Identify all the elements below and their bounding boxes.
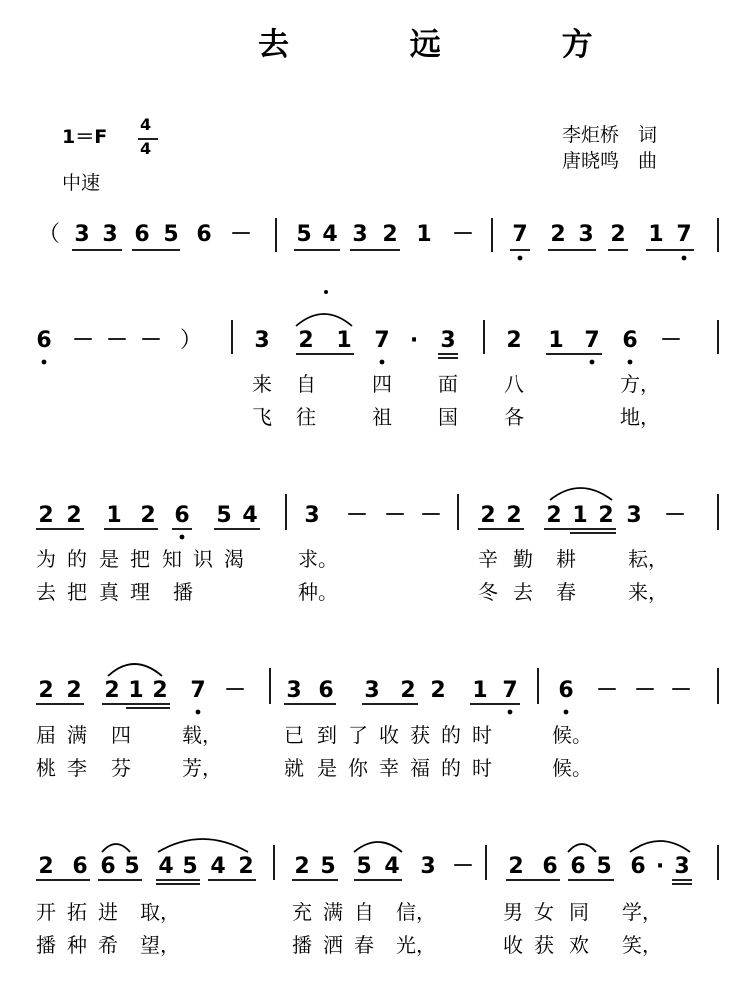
lyric-verse1: 的 xyxy=(67,547,87,571)
note: 2 xyxy=(104,678,120,703)
lyric-verse2: 把 xyxy=(67,580,87,604)
lyric-verse2: 去 xyxy=(36,580,56,604)
low-octave-dot xyxy=(590,360,595,365)
lyric-verse2: 候。 xyxy=(552,756,592,780)
lyric-verse2: 地， xyxy=(620,405,660,429)
low-octave-dot xyxy=(518,256,523,261)
note: 4 xyxy=(242,503,258,528)
note: 2 xyxy=(506,503,522,528)
note: 6 xyxy=(36,328,52,353)
lyric-verse1: 学， xyxy=(622,900,662,924)
note: 1 xyxy=(648,222,664,247)
lyric-verse1: 满 xyxy=(323,900,343,924)
lyric-verse1: 四 xyxy=(372,372,392,396)
note: － xyxy=(664,503,687,528)
note: － xyxy=(596,678,619,703)
lyric-verse2: 播 xyxy=(36,933,56,957)
note: 3 xyxy=(74,222,90,247)
note: 2 xyxy=(480,503,496,528)
lyric-verse1: 面 xyxy=(438,372,458,396)
lyric-verse1: 来 xyxy=(252,372,272,396)
slur xyxy=(568,844,596,852)
note: 7 xyxy=(190,678,206,703)
note: － xyxy=(140,328,163,353)
lyric-verse1: 渴 xyxy=(224,547,244,571)
note: 2 xyxy=(506,328,522,353)
note: 5 xyxy=(216,503,232,528)
note: ） xyxy=(180,328,203,353)
time-signature-top: 4 xyxy=(140,115,152,134)
note: － xyxy=(452,222,475,247)
lyric-verse2: 春 xyxy=(354,933,374,957)
note: · xyxy=(409,328,419,353)
lyric-verse1: 自 xyxy=(354,900,374,924)
note: 6 xyxy=(318,678,334,703)
lyric-verse1: 女 xyxy=(534,900,554,924)
note: 2 xyxy=(152,678,168,703)
lyric-verse2: 福 xyxy=(410,756,430,780)
note: 5 xyxy=(124,854,140,879)
note: 2 xyxy=(66,503,82,528)
lyric-verse1: 已 xyxy=(284,723,304,747)
note: 2 xyxy=(38,678,54,703)
slur xyxy=(550,488,612,500)
lyric-verse2: 收 xyxy=(503,933,523,957)
lyric-verse2: 国 xyxy=(438,405,458,429)
lyric-verse2: 冬 xyxy=(478,580,498,604)
lyric-verse2: 的 xyxy=(441,756,461,780)
lyric-verse1: 男 xyxy=(503,900,523,924)
note: 2 xyxy=(38,854,54,879)
note: 6 xyxy=(72,854,88,879)
note: 4 xyxy=(322,222,338,247)
lyric-verse1: 获 xyxy=(410,723,430,747)
lyric-verse2: 获 xyxy=(534,933,554,957)
low-octave-dot xyxy=(196,710,201,715)
lyric-verse2: 光， xyxy=(396,933,436,957)
note: 2 xyxy=(546,503,562,528)
lyric-verse1: 的 xyxy=(441,723,461,747)
lyric-verse1: 为 xyxy=(36,547,56,571)
slur xyxy=(296,314,352,326)
slur xyxy=(630,841,690,852)
lyric-verse2: 桃 xyxy=(36,756,56,780)
lyric-verse1: 了 xyxy=(348,723,368,747)
lyric-verse2: 真 xyxy=(99,580,119,604)
lyric-verse2: 春 xyxy=(556,580,576,604)
note: 6 xyxy=(570,854,586,879)
note: 5 xyxy=(356,854,372,879)
lyric-verse2: 就 xyxy=(284,756,304,780)
lyric-verse1: 识 xyxy=(193,547,213,571)
note: 6 xyxy=(630,854,646,879)
note: － xyxy=(106,328,129,353)
note: 3 xyxy=(364,678,380,703)
note: 7 xyxy=(502,678,518,703)
lyric-verse2: 笑， xyxy=(622,933,662,957)
note: 3 xyxy=(254,328,270,353)
slur xyxy=(102,844,130,852)
low-octave-dot xyxy=(628,360,633,365)
note: 7 xyxy=(584,328,600,353)
page-title: 去 远 方 xyxy=(258,27,648,63)
lyric-verse1: 辛 xyxy=(478,547,498,571)
lyric-verse1: 载， xyxy=(182,723,222,747)
note: 3 xyxy=(102,222,118,247)
note: 3 xyxy=(674,854,690,879)
slur xyxy=(158,839,248,852)
lyric-verse1: 耘， xyxy=(628,547,668,571)
note: 6 xyxy=(100,854,116,879)
note: － xyxy=(420,503,443,528)
lyric-verse2: 播 xyxy=(173,580,193,604)
note: 1 xyxy=(416,222,432,247)
lyric-verse2: 来， xyxy=(628,580,668,604)
low-octave-dot xyxy=(564,710,569,715)
note: － xyxy=(72,328,95,353)
lyric-verse2: 芬 xyxy=(111,756,131,780)
note: 2 xyxy=(140,503,156,528)
note: 7 xyxy=(374,328,390,353)
low-octave-dot xyxy=(42,360,47,365)
lyric-verse1: 勤 xyxy=(513,547,533,571)
note: 6 xyxy=(134,222,150,247)
note: － xyxy=(660,328,683,353)
note: 1 xyxy=(336,328,352,353)
note: 6 xyxy=(174,503,190,528)
lyric-verse1: 同 xyxy=(569,900,589,924)
lyric-verse2: 希 xyxy=(98,933,118,957)
marking-dot xyxy=(324,290,328,294)
note: 2 xyxy=(298,328,314,353)
note: 2 xyxy=(550,222,566,247)
note: 2 xyxy=(598,503,614,528)
lyric-verse2: 芳， xyxy=(182,756,222,780)
lyric-verse1: 耕 xyxy=(556,547,576,571)
lyric-verse2: 欢 xyxy=(569,933,589,957)
lyric-verse2: 时 xyxy=(472,756,492,780)
lyric-verse1: 时 xyxy=(472,723,492,747)
composer-credit: 唐晓鸣 曲 xyxy=(562,150,658,172)
low-octave-dot xyxy=(380,360,385,365)
note: 3 xyxy=(304,503,320,528)
note: 4 xyxy=(384,854,400,879)
lyric-verse2: 理 xyxy=(130,580,150,604)
note: 2 xyxy=(66,678,82,703)
lyric-verse2: 幸 xyxy=(379,756,399,780)
lyric-verse2: 各 xyxy=(504,405,524,429)
slur xyxy=(108,664,162,676)
note: 2 xyxy=(430,678,446,703)
note: （ xyxy=(38,222,61,247)
note: 7 xyxy=(512,222,528,247)
note: － xyxy=(346,503,369,528)
lyric-verse2: 飞 xyxy=(252,405,272,429)
note: 2 xyxy=(400,678,416,703)
note: 1 xyxy=(472,678,488,703)
note: － xyxy=(230,222,253,247)
lyric-verse1: 收 xyxy=(379,723,399,747)
lyric-verse1: 求。 xyxy=(298,547,338,571)
note: 5 xyxy=(596,854,612,879)
lyric-verse1: 把 xyxy=(130,547,150,571)
note: － xyxy=(224,678,247,703)
note: 2 xyxy=(382,222,398,247)
lyric-verse2: 李 xyxy=(67,756,87,780)
note: 6 xyxy=(196,222,212,247)
lyricist-credit: 李炬桥 词 xyxy=(562,124,658,146)
note: 1 xyxy=(548,328,564,353)
note: 1 xyxy=(572,503,588,528)
low-octave-dot xyxy=(508,710,513,715)
lyric-verse1: 知 xyxy=(162,547,182,571)
lyric-verse1: 届 xyxy=(36,723,56,747)
note: 5 xyxy=(182,854,198,879)
note: · xyxy=(655,854,665,879)
lyric-verse2: 祖 xyxy=(372,405,392,429)
lyric-verse2: 往 xyxy=(296,405,316,429)
lyric-verse1: 是 xyxy=(99,547,119,571)
low-octave-dot xyxy=(180,535,185,540)
low-octave-dot xyxy=(682,256,687,261)
tempo-marking: 中速 xyxy=(62,172,101,194)
lyric-verse1: 满 xyxy=(67,723,87,747)
note: 5 xyxy=(163,222,179,247)
lyric-verse2: 是 xyxy=(317,756,337,780)
note: 3 xyxy=(578,222,594,247)
lyric-verse2: 你 xyxy=(348,756,368,780)
slur xyxy=(354,842,402,852)
note: 3 xyxy=(352,222,368,247)
note: 6 xyxy=(622,328,638,353)
note: － xyxy=(634,678,657,703)
note: 5 xyxy=(320,854,336,879)
lyric-verse2: 望， xyxy=(140,933,180,957)
note: 2 xyxy=(508,854,524,879)
lyric-verse1: 进 xyxy=(98,900,118,924)
note: 2 xyxy=(238,854,254,879)
lyric-verse1: 拓 xyxy=(67,900,87,924)
lyric-verse1: 自 xyxy=(296,372,316,396)
lyric-verse2: 去 xyxy=(513,580,533,604)
lyric-verse1: 开 xyxy=(36,900,56,924)
lyric-verse1: 充 xyxy=(292,900,312,924)
note: 7 xyxy=(676,222,692,247)
note: 2 xyxy=(294,854,310,879)
lyric-verse2: 种。 xyxy=(298,580,338,604)
lyric-verse1: 取， xyxy=(140,900,180,924)
lyric-verse1: 候。 xyxy=(552,723,592,747)
note: 1 xyxy=(106,503,122,528)
note: 6 xyxy=(542,854,558,879)
lyric-verse1: 方， xyxy=(620,372,660,396)
lyric-verse2: 播 xyxy=(292,933,312,957)
time-signature-bottom: 4 xyxy=(140,139,152,158)
lyric-verse2: 洒 xyxy=(323,933,343,957)
lyric-verse1: 信， xyxy=(396,900,436,924)
lyric-verse1: 到 xyxy=(317,723,337,747)
note: 2 xyxy=(38,503,54,528)
lyric-verse2: 种 xyxy=(67,933,87,957)
note: － xyxy=(384,503,407,528)
note: － xyxy=(670,678,693,703)
note: 2 xyxy=(610,222,626,247)
key-signature: 1＝F xyxy=(62,126,108,148)
note: 4 xyxy=(210,854,226,879)
note: 6 xyxy=(558,678,574,703)
note: 1 xyxy=(128,678,144,703)
note: － xyxy=(452,854,475,879)
note: 3 xyxy=(626,503,642,528)
lyric-verse1: 四 xyxy=(111,723,131,747)
note: 3 xyxy=(286,678,302,703)
lyric-verse1: 八 xyxy=(504,372,524,396)
note: 5 xyxy=(296,222,312,247)
note: 4 xyxy=(158,854,174,879)
note: 3 xyxy=(440,328,456,353)
note: 3 xyxy=(420,854,436,879)
